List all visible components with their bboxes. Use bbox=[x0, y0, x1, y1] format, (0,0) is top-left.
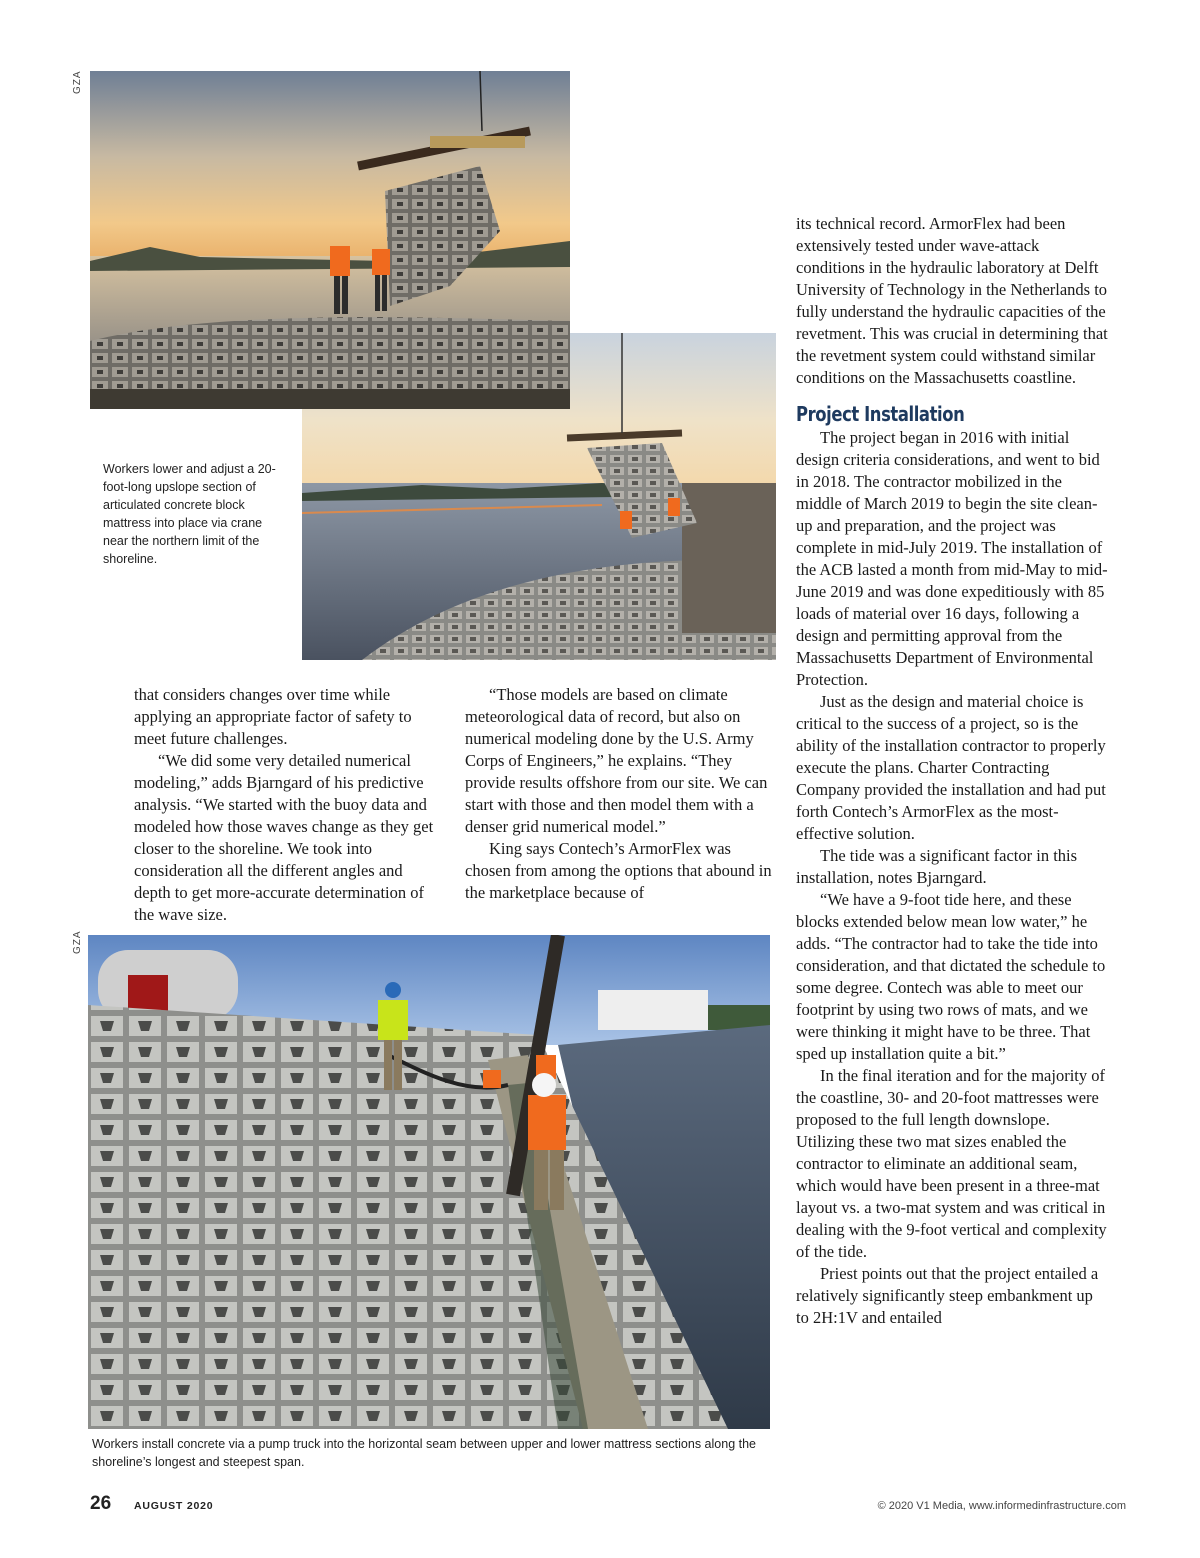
col3-paragraph: Just as the design and material choice is critical to the success of a project, so is the ability of the installation contractor to properly execute the plans. Charter Contracting Company provided the installation and had put forth Contech’s ArmorFlex as the most-effective solution. bbox=[796, 692, 1106, 843]
photo-concrete-pump bbox=[88, 935, 770, 1429]
col1-paragraph: “We did some very detailed numerical modeling,” adds Bjarngard of his predictive analysis. “We started with the buoy data and modeled how those waves change as they get closer to the shoreline. We took into consideration all the different angles and depth to get more-accurate determination of the wave size. bbox=[134, 751, 434, 924]
section-heading: Project Installation bbox=[796, 402, 965, 426]
caption-top: Workers lower and adjust a 20-foot-long upslope section of articulated concrete block mattress into place via crane near the northern limit of the shoreline. bbox=[103, 462, 276, 566]
col3-paragraph: “We have a 9-foot tide here, and these blocks extended below mean low water,” he adds. “The contractor had to take the tide into consideration, and that dictated the schedule to some degree. Contech was able to meet our footprint by using two rows of mats, and we were thinking it might have to be three. That sped up installation quite a bit.” bbox=[796, 890, 1106, 1063]
col3-paragraph: Priest points out that the project entailed a relatively significantly steep embankment up to 2H:1V and entailed bbox=[796, 1264, 1099, 1327]
text-column-2 bbox=[465, 684, 773, 904]
photo-concrete-pump-image bbox=[88, 935, 770, 1429]
col3-paragraph: The project began in 2016 with initial design criteria considerations, and went to bid in 2018. The contractor mobilized in the middle of March 2019 to begin the site clean-up and preparation, and the project was complete in mid-July 2019. The installation of the ACB lasted a month from mid-May to mid-June 2019 and was done expeditiously with 85 loads of material over 16 days, following a design and permitting approval from the Massachusetts Department of Environmental Protection. bbox=[796, 428, 1108, 689]
col2-paragraph: King says Contech’s ArmorFlex was chosen from among the options that abound in the marketplace because of bbox=[465, 839, 772, 902]
photo-crane-sunset-image bbox=[90, 71, 570, 409]
text-column-1 bbox=[134, 684, 434, 926]
col3-paragraph: In the final iteration and for the majority of the coastline, 30- and 20-foot mattresses were proposed to the full length downslope. Utilizing these two mat sizes enabled the contractor to eliminate an additional seam, which would have been present in a three-mat layout vs. a two-mat system and was critical in dealing with the 9-foot vertical and complexity of the tide. bbox=[796, 1066, 1107, 1261]
col3-paragraph: The tide was a significant factor in this installation, notes Bjarngard. bbox=[796, 846, 1078, 887]
photo-crane-sunset bbox=[90, 71, 570, 409]
text-column-3 bbox=[796, 213, 1108, 1329]
col3-paragraph: its technical record. ArmorFlex had been extensively tested under wave-attack conditions in the hydraulic laboratory at Delft University of Technology in the Netherlands to fully understand the hydraulic capacities of the revetment. This was crucial in determining that the revetment system could withstand similar conditions on the Massachusetts coastline. bbox=[796, 214, 1108, 387]
col2-paragraph: “Those models are based on climate meteorological data of record, but also on numerical modeling done by the U.S. Army Corps of Engineers,” he explains. “They provide results offshore from our site. We can start with those and then model them with a denser grid numerical model.” bbox=[465, 685, 768, 836]
caption-bottom: Workers install concrete via a pump truck into the horizontal seam between upper and lower mattress sections along the shoreline’s longest and steepest span. bbox=[92, 1437, 756, 1469]
photo-credit-bottom: GZA bbox=[72, 930, 83, 954]
col1-paragraph: that considers changes over time while applying an appropriate factor of safety to meet future challenges. bbox=[134, 685, 412, 748]
page-number: 26 bbox=[90, 1493, 112, 1514]
photo-credit-top: GZA bbox=[72, 70, 83, 94]
copyright: © 2020 V1 Media, www.informedinfrastructure.com bbox=[877, 1500, 1126, 1512]
issue-date: AUGUST 2020 bbox=[134, 1500, 214, 1512]
